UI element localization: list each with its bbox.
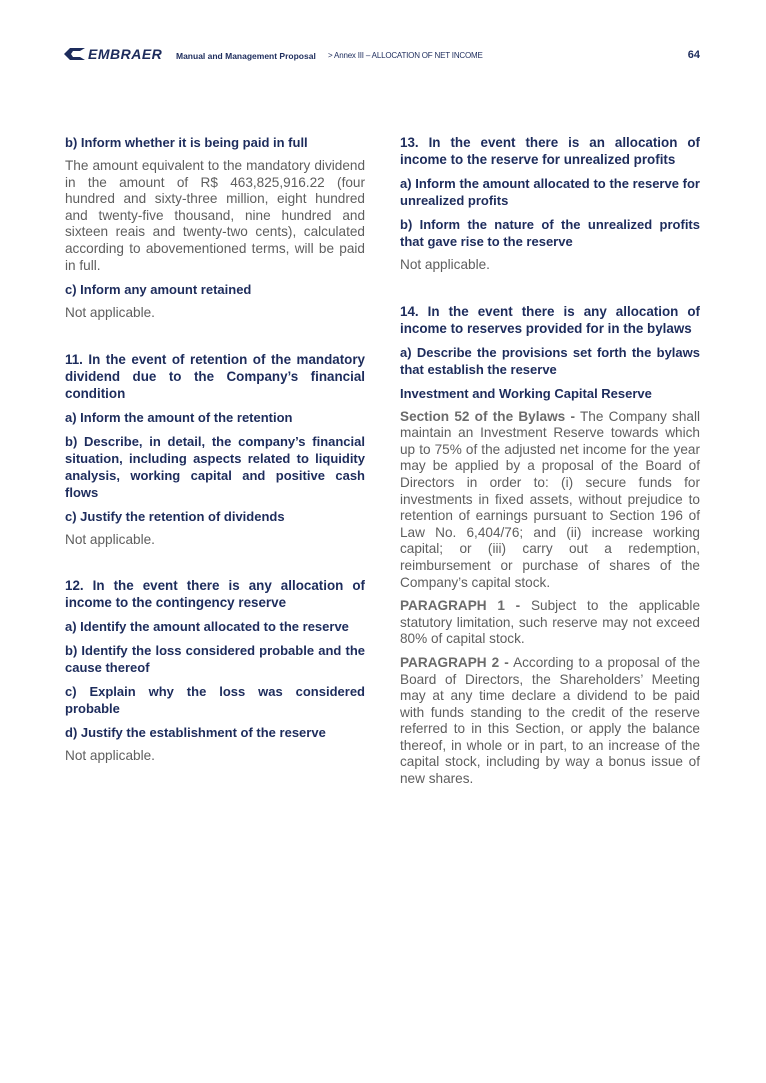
page-header <box>64 44 704 68</box>
heading-b-paid-in-full: b) Inform whether it is being paid in full <box>65 135 308 150</box>
heading-13b: b) Inform the nature of the unrealized profits that gave rise to the reserve <box>400 217 700 249</box>
heading-12b: b) Identify the loss considered probable and the cause thereof <box>65 643 365 676</box>
text-c-amount-retained: Not applicable. <box>65 305 155 321</box>
header-annex-label: > Annex III – ALLOCATION OF NET INCOME <box>328 51 483 60</box>
page-number: 64 <box>687 49 700 61</box>
heading-12d: d) Justify the establishment of the reserve <box>65 725 326 741</box>
header-manual-label: Manual and Management Proposal <box>176 51 316 61</box>
heading-investment-reserve: Investment and Working Capital Reserve <box>400 385 652 401</box>
text-paragraph-2 <box>400 655 700 788</box>
text-section-13: Not applicable. <box>400 257 490 272</box>
heading-11b: b) Describe, in detail, the company’s financial situation, including aspects related to liquidity analysis, working capital and positive cash flows <box>65 433 365 500</box>
text-section-11: Not applicable. <box>65 531 155 547</box>
heading-14a: a) Describe the provisions set forth the bylaws that establish the reserve <box>400 344 700 377</box>
embraer-logo-icon <box>64 47 86 61</box>
heading-section-14: 14. In the event there is any allocation of income to reserves provided for in the bylaws <box>400 303 700 336</box>
heading-11c: c) Justify the retention of dividends <box>65 508 285 524</box>
left-column <box>65 134 365 772</box>
heading-12a: a) Identify the amount allocated to the reserve <box>65 619 349 635</box>
text-section-52 <box>400 409 700 592</box>
right-column <box>400 134 700 795</box>
heading-11a: a) Inform the amount of the retention <box>65 409 293 425</box>
paragraph-1-text: Subject to the applicable statutory limitation, such reserve may not exceed 80% of capital stock. <box>400 598 700 647</box>
text-section-12: Not applicable. <box>65 748 155 764</box>
heading-c-amount-retained: c) Inform any amount retained <box>65 282 252 298</box>
paragraph-1-label: PARAGRAPH 1 - <box>400 598 521 614</box>
paragraph-2-text: According to a proposal of the Board of Directors, the Shareholders’ Meeting may at any time declare a dividend to be paid with funds standing to the credit of the reserve referred to in this Section, or apply the balance thereof, in whole or in part, to an increase of the capital stock, including by way a bonus issue of new shares. <box>400 654 700 787</box>
embraer-logo <box>64 46 162 62</box>
section-52-label: Section 52 of the Bylaws - <box>400 408 575 424</box>
heading-section-11: 11. In the event of retention of the mandatory dividend due to the Company’s financial condition <box>65 351 365 401</box>
text-paragraph-1 <box>400 598 700 648</box>
logo-text: EMBRAER <box>88 46 163 62</box>
heading-13a: a) Inform the amount allocated to the reserve for unrealized profits <box>400 176 700 208</box>
heading-12c: c) Explain why the loss was considered probable <box>65 684 365 717</box>
heading-section-12: 12. In the event there is any allocation of income to the contingency reserve <box>65 578 365 611</box>
paragraph-2-label: PARAGRAPH 2 - <box>400 654 509 670</box>
section-52-text: The Company shall maintain an Investment Reserve towards which up to 75% of the adjusted net income for the year may be applied by a proposal of the Board of Directors in order to: (i) secure funds for investments in fixed assets, without prejudice to retention of earnings pursuant to Section 196 of Law No. 6,404/76; and (ii) increase working capital; or (iii) carry out a redemption, reimbursement or purchase of shares of the Company’s capital stock. <box>400 408 700 590</box>
heading-section-13: 13. In the event there is an allocation of income to the reserve for unrealized profits <box>400 135 700 167</box>
text-b-paid-in-full: The amount equivalent to the mandatory dividend in the amount of R$ 463,825,916.22 (four hundred and sixty-three million, eight hundred and twenty-five thousand, nine hundred and sixteen reais and twenty-two cents), calculated according to abovementioned terms, will be paid in full. <box>65 158 365 273</box>
